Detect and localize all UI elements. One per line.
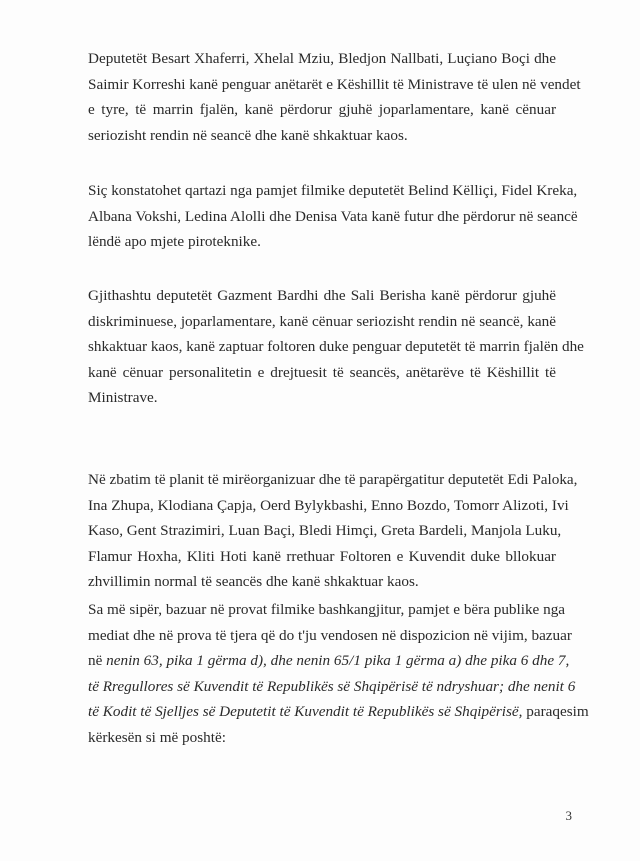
paragraph-line: Kaso, Gent Strazimiri, Luan Baçi, Bledi Himçi, Greta Bardeli, Manjola Luku,	[88, 522, 562, 539]
paragraph-4	[88, 467, 578, 595]
paragraph-5	[88, 597, 589, 750]
page-number: 3	[565, 808, 572, 823]
paragraph-line	[88, 699, 589, 725]
paragraph-line: kanë cënuar personalitetin e drejtuesit të seancës, anëtarëve të Këshillit të	[88, 363, 556, 381]
line-text: mediat dhe në prova të tjera që do t'ju vendosen në dispozicion në vijim, bazuar	[88, 626, 572, 644]
paragraph-line: Në zbatim të planit të mirëorganizuar dhe të parapërgatitur deputetët Edi Paloka,	[88, 471, 578, 488]
paragraph-line	[88, 725, 556, 751]
paragraph-line: shkaktuar kaos, kanë zaptuar foltoren duke penguar deputetët të marrin fjalën dhe	[88, 338, 584, 355]
line-text: në	[88, 652, 107, 669]
legal-reference: të Rregullores së Kuvendit të Republikës së Shqipërisë të ndryshuar; dhe nenit 6	[88, 677, 576, 695]
paragraph-line: Ministrave.	[88, 389, 158, 406]
paragraph-line	[88, 648, 570, 674]
legal-reference: nenin 63, pika 1 gërma d), dhe nenin 65/1 pika 1 gërma a) dhe pika 6 dhe 7,	[106, 652, 570, 669]
paragraph-line: diskriminuese, joparlamentare, kanë cënuar seriozisht rendin në seancë, kanë	[88, 312, 556, 330]
line-text: paraqesim	[522, 703, 589, 720]
paragraph-line: lëndë apo mjete piroteknike.	[88, 233, 261, 250]
paragraph-line: Albana Vokshi, Ledina Alolli dhe Denisa Vata kanë futur dhe përdorur në seancë	[88, 207, 578, 225]
paragraph-line: seriozisht rendin në seancë dhe kanë shkaktuar kaos.	[88, 126, 408, 144]
paragraph-1	[88, 46, 581, 148]
paragraph-line: Siç konstatohet qartazi nga pamjet filmike deputetët Belind Këlliçi, Fidel Kreka,	[88, 182, 578, 199]
paragraph-line	[88, 674, 576, 700]
legal-reference: të Kodit të Sjelljes së Deputetit të Kuvendit të Republikës së Shqipërisë,	[88, 703, 523, 720]
paragraph-line: Gjithashtu deputetët Gazment Bardhi dhe Sali Berisha kanë përdorur gjuhë	[88, 287, 556, 304]
paragraph-line: Deputetët Besart Xhaferri, Xhelal Mziu, Bledjon Nallbati, Luçiano Boçi dhe	[88, 50, 556, 67]
line-text: kërkesën si më poshtë:	[88, 728, 226, 746]
paragraph-line	[88, 597, 566, 623]
paragraph-line: Saimir Korreshi kanë penguar anëtarët e Këshillit të Ministrave të ulen në vendet	[88, 75, 581, 93]
paragraph-line: Ina Zhupa, Klodiana Çapja, Oerd Bylykbashi, Enno Bozdo, Tomorr Alizoti, Ivi	[88, 496, 569, 514]
paragraph-2	[88, 178, 578, 255]
paragraph-line	[88, 623, 572, 649]
paragraph-line: e tyre, të marrin fjalën, kanë përdorur gjuhë joparlamentare, kanë cënuar	[88, 101, 556, 118]
line-text: Sa më sipër, bazuar në provat filmike bashkangjitur, pamjet e bëra publike nga	[88, 601, 566, 618]
paragraph-line: zhvillimin normal të seancës dhe kanë shkaktuar kaos.	[88, 573, 419, 590]
paragraph-3	[88, 283, 584, 411]
paragraph-line: Flamur Hoxha, Kliti Hoti kanë rrethuar Foltoren e Kuvendit duke bllokuar	[88, 547, 556, 565]
